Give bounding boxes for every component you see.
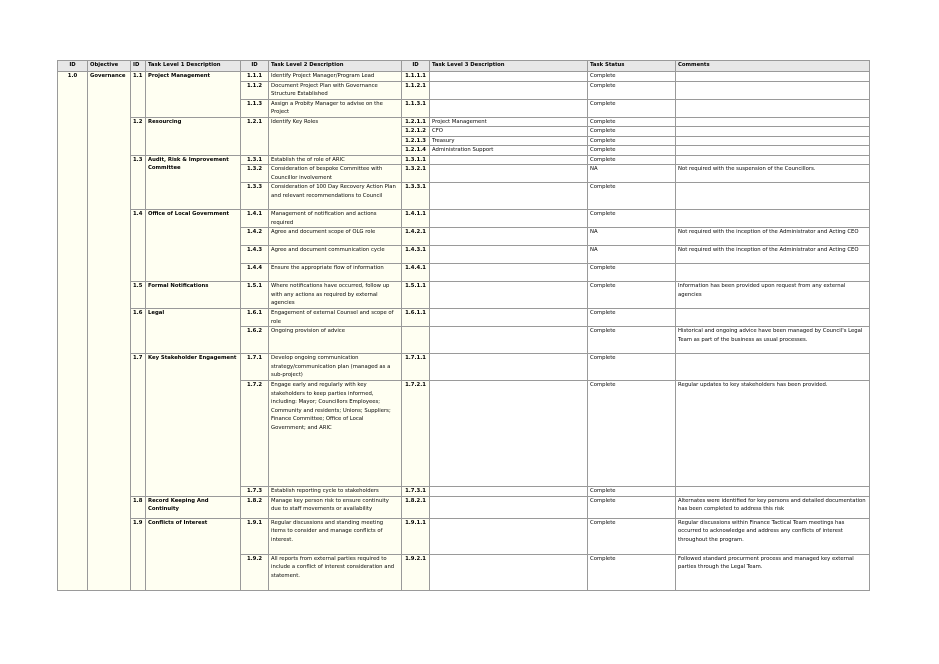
level2-id: 1.1.3 [241,99,269,117]
task-status: Complete [588,146,676,156]
level3-id: 1.3.2.1 [402,165,430,183]
level3-id: 1.4.2.1 [402,228,430,246]
task-status: Complete [588,183,676,210]
level3-desc [430,228,588,246]
level2-desc: Identify Project Manager/Program Lead [269,72,402,82]
level3-desc [430,354,588,381]
task-status: Complete [588,518,676,554]
task-status: Complete [588,210,676,228]
level3-desc [430,155,588,165]
level2-id: 1.9.2 [241,554,269,590]
header-level2-id: ID [241,61,269,72]
table-header [58,61,870,72]
level3-desc: Project Management [430,117,588,127]
comment [676,309,870,327]
level3-id: 1.2.1.3 [402,136,430,146]
level2-id: 1.7.3 [241,487,269,497]
level1-id: 1.6 [131,309,146,354]
level3-desc [430,210,588,228]
level2-id: 1.3.3 [241,183,269,210]
level2-id: 1.5.1 [241,282,269,309]
level1-desc: Record Keeping And Continuity [146,496,241,518]
level3-id: 1.7.3.1 [402,487,430,497]
level3-id: 1.4.4.1 [402,264,430,282]
level2-id: 1.1.1 [241,72,269,82]
level3-desc [430,165,588,183]
level2-id: 1.6.1 [241,309,269,327]
level2-id: 1.3.1 [241,155,269,165]
level1-id: 1.5 [131,282,146,309]
level3-desc [430,72,588,82]
task-status: Complete [588,309,676,327]
level2-desc: Agree and document scope of OLG role [269,228,402,246]
level2-desc: Ensure the appropriate flow of information [269,264,402,282]
level3-id: 1.9.2.1 [402,554,430,590]
level3-id: 1.3.1.1 [402,155,430,165]
comment [676,264,870,282]
task-status: Complete [588,155,676,165]
level2-desc: Consideration of 100 Day Recovery Action Plan and relevant recommendations to Council [269,183,402,210]
level1-desc: Project Management [146,72,241,118]
task-status: Complete [588,264,676,282]
comment [676,127,870,137]
level1-id: 1.8 [131,496,146,518]
level1-id: 1.4 [131,210,146,282]
comment [676,487,870,497]
task-status: Complete [588,487,676,497]
level1-id: 1.1 [131,72,146,118]
comment [676,210,870,228]
comment: Followed standard procurment process and managed key external parties through the Legal Team. [676,554,870,590]
level3-id: 1.1.1.1 [402,72,430,82]
level3-desc [430,309,588,327]
level3-id: 1.1.2.1 [402,81,430,99]
level3-id: 1.4.3.1 [402,246,430,264]
table-row [58,72,870,82]
comment [676,81,870,99]
task-status: Complete [588,327,676,354]
level3-id: 1.3.3.1 [402,183,430,210]
level2-desc: Develop ongoing communication strategy/communication plan (managed as a sub-project) [269,354,402,381]
header-level1-desc: Task Level 1 Description [146,61,241,72]
task-status: Complete [588,381,676,487]
level3-desc [430,81,588,99]
comment: Regular updates to key stakeholders has been provided. [676,381,870,487]
task-status: Complete [588,354,676,381]
level2-id: 1.7.1 [241,354,269,381]
level3-desc [430,246,588,264]
header-level1-id: ID [131,61,146,72]
level3-id: 1.4.1.1 [402,210,430,228]
table-row [58,354,870,381]
table-row [58,496,870,518]
level1-desc: Audit, Risk & Improvement Committee [146,155,241,210]
level3-id: 1.2.1.1 [402,117,430,127]
table-row [58,282,870,309]
task-status: Complete [588,136,676,146]
comment: Not required with the inception of the Administrator and Acting CEO [676,228,870,246]
comment [676,72,870,82]
level2-desc: Identify Key Roles [269,117,402,155]
level2-id: 1.2.1 [241,117,269,155]
table-row [58,309,870,327]
level2-desc: Establish reporting cycle to stakeholders [269,487,402,497]
level3-desc [430,487,588,497]
level3-desc: CFO [430,127,588,137]
task-status: Complete [588,117,676,127]
level3-id: 1.9.1.1 [402,518,430,554]
level3-id: 1.7.2.1 [402,381,430,487]
header-comments: Comments [676,61,870,72]
header-objective: Objective [88,61,131,72]
level3-id: 1.6.1.1 [402,309,430,327]
comment: Alternates were identified for key persons and detailed documentation has been completed to address this risk [676,496,870,518]
level2-id: 1.4.2 [241,228,269,246]
task-table [57,60,870,591]
level1-desc: Legal [146,309,241,354]
comment [676,99,870,117]
level2-desc: Where notifications have occurred, follow up with any actions as required by external agencies [269,282,402,309]
level3-desc [430,183,588,210]
task-status: Complete [588,282,676,309]
level3-desc [430,554,588,590]
task-status: NA [588,228,676,246]
level2-id: 1.9.1 [241,518,269,554]
level1-id: 1.2 [131,117,146,155]
level2-desc: Management of notification and actions required [269,210,402,228]
level3-id: 1.1.3.1 [402,99,430,117]
comment: Not required with the suspension of the Councillors. [676,165,870,183]
table-row [58,117,870,127]
level2-id: 1.4.3 [241,246,269,264]
level1-id: 1.3 [131,155,146,210]
level2-id: 1.8.2 [241,496,269,518]
level3-id: 1.2.1.4 [402,146,430,156]
level1-id: 1.9 [131,518,146,590]
header-status: Task Status [588,61,676,72]
level3-desc [430,518,588,554]
level3-id [402,327,430,354]
level2-desc: Assign a Probity Manager to advise on the Project [269,99,402,117]
level2-id: 1.7.2 [241,381,269,487]
level3-id: 1.7.1.1 [402,354,430,381]
level1-desc: Office of Local Government [146,210,241,282]
level2-desc: Establish the of role of ARIC [269,155,402,165]
level1-desc: Conflicts of Interest [146,518,241,590]
task-register-document [57,60,869,591]
table-row [58,518,870,554]
comment: Regular discussions within Finance Tactical Team meetings has occurred to acknowledge and address any conflicts of interest throughout the program. [676,518,870,554]
level1-id: 1.7 [131,354,146,497]
level3-desc [430,327,588,354]
header-level3-id: ID [402,61,430,72]
level3-desc [430,496,588,518]
objective-name: Governance [88,72,131,591]
comment [676,117,870,127]
level3-desc: Treasury [430,136,588,146]
level2-desc: Agree and document communication cycle [269,246,402,264]
task-status: Complete [588,496,676,518]
table-row [58,210,870,228]
level2-desc: Consideration of bespoke Committee with Councillor involvement [269,165,402,183]
header-id: ID [58,61,88,72]
level2-desc: Regular discussions and standing meeting items to consider and manage conflicts of interest. [269,518,402,554]
comment [676,183,870,210]
level3-desc [430,264,588,282]
level3-id: 1.2.1.2 [402,127,430,137]
task-status: Complete [588,99,676,117]
level2-desc: All reports from external parties required to include a conflict of interest consideration and statement. [269,554,402,590]
comment: Information has been provided upon request from any external agencies [676,282,870,309]
objective-id: 1.0 [58,72,88,591]
level2-desc: Document Project Plan with Governance Structure Established [269,81,402,99]
level1-desc: Key Stakeholder Engagement [146,354,241,497]
level2-id: 1.4.1 [241,210,269,228]
level2-id: 1.4.4 [241,264,269,282]
level2-desc: Engage early and regularly with key stakeholders to keep parties informed, including: Mayor; Councillors Employees; Community and residents; Unions; Suppliers; Finance Committee; Office of Local Government; and ARIC [269,381,402,487]
header-level3-desc: Task Level 3 Description [430,61,588,72]
level1-desc: Resourcing [146,117,241,155]
comment [676,136,870,146]
level3-id: 1.5.1.1 [402,282,430,309]
level1-desc: Formal Notifications [146,282,241,309]
level2-desc: Ongoing provision of advice [269,327,402,354]
task-status: Complete [588,554,676,590]
level2-id: 1.3.2 [241,165,269,183]
comment [676,146,870,156]
level3-desc [430,99,588,117]
comment: Historical and ongoing advice have been managed by Council's Legal Team as part of the business as usual processes. [676,327,870,354]
comment: Not required with the inception of the Administrator and Acting CEO [676,246,870,264]
task-status: Complete [588,81,676,99]
task-status: Complete [588,72,676,82]
comment [676,354,870,381]
table-row [58,155,870,165]
level3-id: 1.8.2.1 [402,496,430,518]
task-status: NA [588,246,676,264]
level2-id: 1.1.2 [241,81,269,99]
task-status: NA [588,165,676,183]
level3-desc: Administration Support [430,146,588,156]
header-level2-desc: Task Level 2 Description [269,61,402,72]
comment [676,155,870,165]
level3-desc [430,282,588,309]
level2-id: 1.6.2 [241,327,269,354]
level3-desc [430,381,588,487]
level2-desc: Engagement of external Counsel and scope of role [269,309,402,327]
level2-desc: Manage key person risk to ensure continuity due to staff movements or availability [269,496,402,518]
task-status: Complete [588,127,676,137]
